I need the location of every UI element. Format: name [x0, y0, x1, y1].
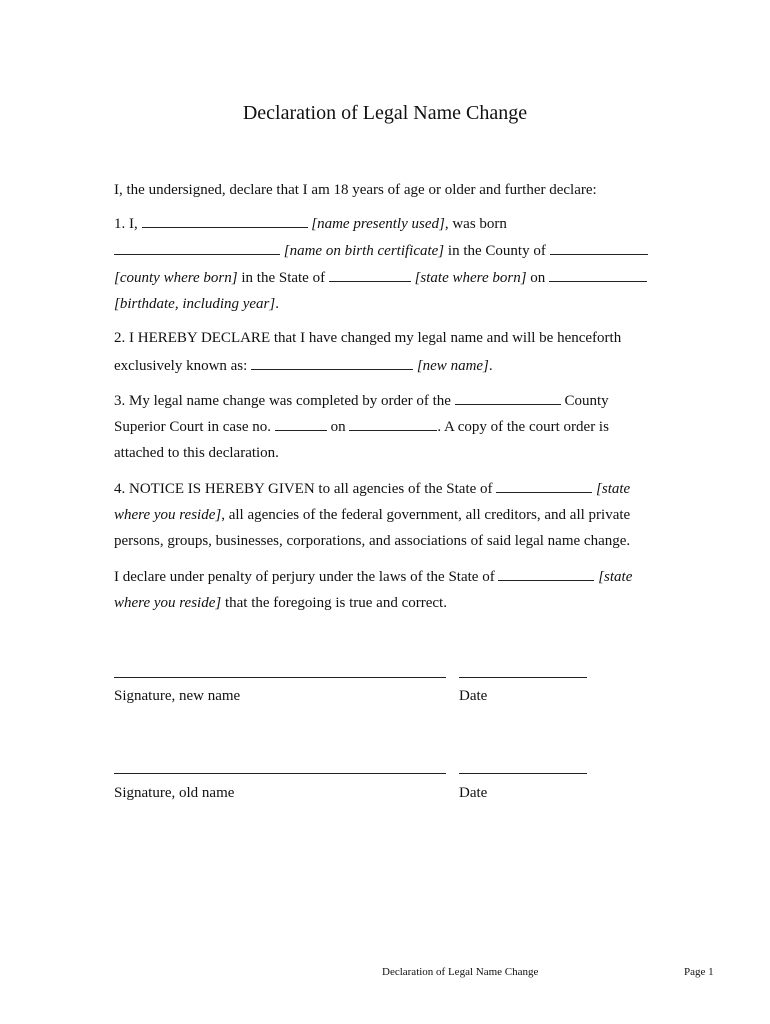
date-old-signature-line[interactable]: [459, 773, 587, 774]
item1-end: .: [275, 296, 279, 312]
birthdate-field[interactable]: [549, 267, 647, 282]
perjury-line2: [114, 593, 447, 613]
item4-prefix: 4. NOTICE IS HEREBY GIVEN to all agencies of the State of: [114, 481, 497, 497]
date-new-signature-line[interactable]: [459, 677, 587, 678]
intro-paragraph: I, the undersigned, declare that I am 18 years of age or older and further declare:: [114, 182, 597, 198]
hint-where-you-reside: where you reside]: [114, 507, 222, 523]
county-text: County: [560, 393, 609, 409]
item1-line3: [114, 267, 647, 288]
item2-line2: [114, 355, 493, 376]
item1-line1: [114, 213, 507, 234]
item2-line1: 2. I HEREBY DECLARE that I have changed my legal name and will be henceforth: [114, 330, 622, 346]
perjury-line1: [114, 566, 632, 587]
footer-title: Declaration of Legal Name Change: [382, 966, 539, 978]
signature-new-name-line[interactable]: [114, 677, 446, 678]
item1-prefix: 1. I,: [114, 216, 142, 232]
item3-line2: [114, 416, 609, 437]
residence-state-field[interactable]: [496, 478, 592, 493]
hint-name-presently-used: [name presently used]: [311, 216, 445, 232]
item3-line1: [114, 390, 609, 411]
item4-line2-rest: , all agencies of the federal government, all creditors, and all private: [221, 507, 631, 523]
known-as-text: exclusively known as:: [114, 358, 252, 374]
date-label-new: Date: [459, 688, 488, 704]
perjury-state-field[interactable]: [498, 566, 594, 581]
case-number-field[interactable]: [275, 416, 327, 431]
perjury-prefix: I declare under penalty of perjury under the laws of the State of: [114, 569, 499, 585]
presently-used-name-field[interactable]: [142, 213, 308, 228]
item4-line1: [114, 478, 630, 499]
court-order-date-field[interactable]: [349, 416, 437, 431]
hint-county-where-born: [county where born]: [114, 270, 238, 286]
signature-new-name-label: Signature, new name: [114, 688, 241, 704]
hint-state-a: [state: [596, 481, 631, 497]
copy-text: . A copy of the court order is: [437, 419, 609, 435]
in-county-of-text: in the County of: [444, 243, 550, 259]
birth-state-field[interactable]: [329, 267, 411, 282]
signature-old-name-label: Signature, old name: [114, 785, 235, 801]
item4-line2: [114, 505, 630, 525]
item3-prefix: 3. My legal name change was completed by order of the: [114, 393, 455, 409]
item2-end: .: [488, 358, 493, 374]
case-prefix: Superior Court in case no.: [114, 419, 275, 435]
was-born-text: , was born: [444, 216, 507, 232]
birth-certificate-name-field[interactable]: [114, 240, 280, 255]
on-text: on: [526, 270, 550, 286]
item4-line3: persons, groups, businesses, corporations, and associations of said legal name change.: [114, 533, 631, 549]
hint-state-where-born: [state where born]: [414, 270, 527, 286]
case-on-text: on: [326, 419, 350, 435]
date-label-old: Date: [459, 785, 488, 801]
perjury-line2-rest: that the foregoing is true and correct.: [221, 595, 447, 611]
court-county-field[interactable]: [455, 390, 561, 405]
hint-new-name: [new name]: [416, 358, 489, 374]
in-state-of-text: in the State of: [237, 270, 329, 286]
new-name-field[interactable]: [251, 355, 413, 370]
item1-line4: [114, 294, 279, 314]
page-number: Page 1: [684, 966, 714, 978]
hint-name-on-birth-certificate: [name on birth certificate]: [283, 243, 445, 259]
page-title: Declaration of Legal Name Change: [242, 102, 528, 124]
perjury-hint-where-you-reside: where you reside]: [114, 595, 222, 611]
item3-line3: attached to this declaration.: [114, 445, 279, 461]
perjury-hint-state-a: [state: [598, 569, 633, 585]
signature-old-name-line[interactable]: [114, 773, 446, 774]
hint-birthdate: [birthdate, including year]: [114, 296, 276, 312]
birth-county-field[interactable]: [550, 240, 648, 255]
item1-line2: [114, 240, 648, 261]
